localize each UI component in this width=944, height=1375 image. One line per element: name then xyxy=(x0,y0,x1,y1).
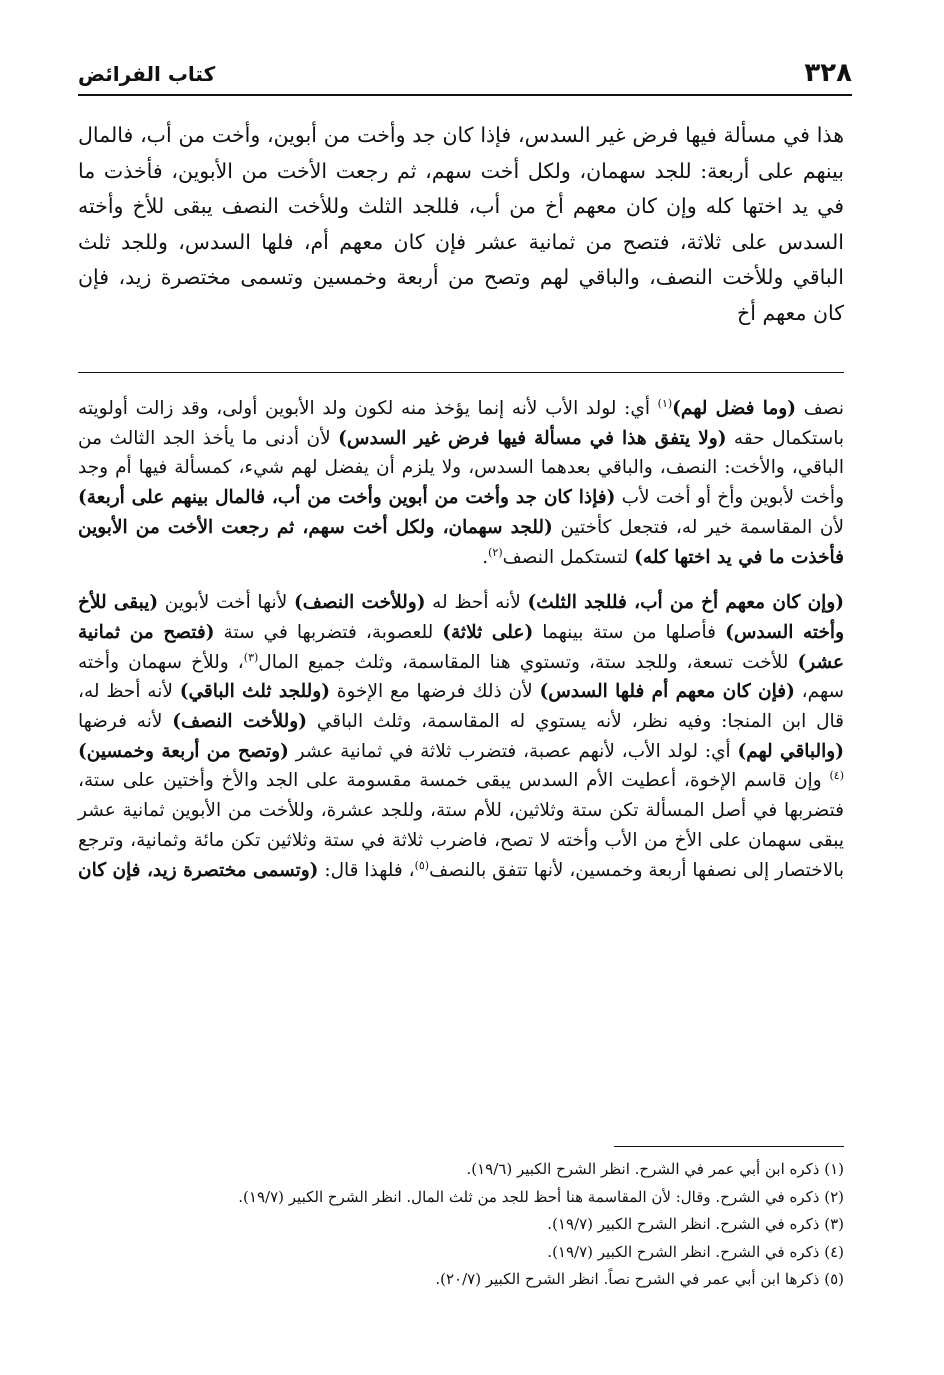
bold-quote: (وما فضل لهم) xyxy=(672,398,796,419)
bold-quote: (وتصح من أربعة وخمسين) xyxy=(78,740,289,762)
page-number: ٣٢٨ xyxy=(804,58,852,88)
footnote-2: (٢) ذكره في الشرح. وقال: لأن المقاسمة هنا أحظ للجد من ثلث المال. انظر الشرح الكبير (١٩/٧). xyxy=(238,1187,844,1206)
text-run: فأصلها من ستة بينهما xyxy=(533,621,726,643)
text-separator xyxy=(78,372,844,373)
bold-quote: (وتسمى مختصرة زيد، فإن كان xyxy=(77,859,319,881)
text-run: أي: لولد الأب لأنه إنما يؤخذ منه لكون ولد الأبوين أولى، وقد زالت أولويته باستكمال حقه xyxy=(78,398,844,449)
text-run: لتستكمل النصف xyxy=(502,546,635,568)
text-run: ، وللأخ سهمان وأخته سهم، xyxy=(78,651,844,703)
footnote-ref: (٣) xyxy=(243,650,259,664)
text-run: نصف xyxy=(795,398,844,419)
page-header xyxy=(78,58,852,94)
text-run: للأخت تسعة، وللجد ستة، وتستوي هنا المقاسمة، وثلث جميع المال xyxy=(258,651,798,673)
text-run: ، فلهذا قال: xyxy=(318,859,415,881)
footnote-ref: (٢) xyxy=(488,545,503,559)
bold-quote: (على ثلاثة) xyxy=(442,621,534,643)
footnote-ref: (١) xyxy=(657,396,673,410)
footnote-rule xyxy=(614,1146,844,1147)
text-run: . xyxy=(482,546,489,568)
bold-quote: (ولا يتفق هذا في مسألة فيها فرض غير السدس) xyxy=(338,427,727,449)
text-run: وإن قاسم الإخوة، أعطيت الأم السدس يبقى خمسة مقسومة على الجد والأخ وأختين على ستة، فتضربها في أصل المسألة تكن ستة وثلاثين، للأم ستة، وللجد عشرة، وللأخت من الأبوين ثمانية عشر يبقى سهمان على الأخ من الأب وأخته لا تصح، فاضرب ثلاثة في ستة وثلاثين تكن مائة وثمانية، وترجع بالاختصار إلى نصفها أربعة وخمسين، لأنها تتفق بالنصف xyxy=(78,770,844,881)
text-run: لأنه أحظ له xyxy=(425,592,528,614)
bold-quote: (وللأخت النصف) xyxy=(293,592,426,614)
bold-quote: (للجد سهمان، ولكل أخت سهم، ثم رجعت الأخت من الأبوين فأخذت ما في يد اختها كله) xyxy=(78,516,844,568)
text-run: لأنه فرضها xyxy=(78,711,173,733)
text-run: لأن أدنى ما يأخذ الجد الثالث من الباقي، والأخت: النصف، والباقي بعدهما السدس، ولا يلزم أن يفضل لهم شيء، كمسألة فيها أم وجد وأخت لأبوين وأخ أو أخت لأب xyxy=(78,427,845,509)
bold-quote: (وللجد ثلث الباقي) xyxy=(179,681,330,703)
commentary xyxy=(78,394,844,885)
text-run: لأن ذلك فرضها مع الإخوة xyxy=(329,681,540,703)
footnote-3: (٣) ذكره في الشرح. انظر الشرح الكبير (١٩/٧). xyxy=(547,1215,844,1233)
text-run: لأنه أحظ له، قال ابن المنجا: وفيه نظر، لأنه يستوي له المقاسمة، وثلث الباقي xyxy=(78,681,844,733)
text-run: أي: لولد الأب، لأنهم عصبة، فتضرب ثلاثة في ثمانية عشر xyxy=(288,740,738,762)
bold-quote: (فتصح من ثمانية عشر) xyxy=(78,621,845,673)
commentary-paragraph-1 xyxy=(78,394,844,572)
text-run: لأن المقاسمة خير له، فتجعل كأختين xyxy=(552,516,844,538)
footnote-4: (٤) ذكره في الشرح. انظر الشرح الكبير (١٩/٧). xyxy=(547,1242,844,1261)
footnote-ref: (٤) xyxy=(829,769,844,783)
bold-quote: (فإن كان معهم أم فلها السدس) xyxy=(539,681,795,703)
footnote-ref: (٥) xyxy=(414,858,430,872)
book-title: كتاب الفرائض xyxy=(78,62,216,86)
footnote-1: (١) ذكره ابن أبي عمر في الشرح. انظر الشرح الكبير (١٩/٦). xyxy=(466,1160,844,1178)
text-run: لأنها أخت لأبوين xyxy=(158,592,294,614)
bold-quote: (يبقى للأخ وأخته السدس) xyxy=(78,592,844,643)
text-run: للعصوبة، فتضربها في ستة xyxy=(214,621,443,643)
header-rule xyxy=(78,94,852,96)
main-text xyxy=(78,118,844,331)
bold-quote: (وللأخت النصف) xyxy=(172,711,307,733)
main-text-body: هذا في مسألة فيها فرض غير السدس، فإذا كان جد وأخت من أبوين، وأخت من أب، فالمال بينهم على أربعة: للجد سهمان، ولكل أخت سهم، ثم رجعت الأخت من الأبوين، فأخذت ما في يد اختها كله وإن كان معهم أخ من أب، فللجد الثلث وللأخت النصف يبقى للأخ وأخته السدس على ثلاثة، فتصح من ثمانية عشر فإن كان معهم أم، فلها السدس، وللجد ثلث الباقي وللأخت النصف، والباقي لهم وتصح من أربعة وخمسين وتسمى مختصرة زيد، فإن كان معهم أخ xyxy=(78,123,844,325)
bold-quote: (وإن كان معهم أخ من أب، فللجد الثلث) xyxy=(527,592,845,614)
footnote-5: (٥) ذكرها ابن أبي عمر في الشرح نصاً. انظر الشرح الكبير (٢٠/٧). xyxy=(435,1270,844,1288)
commentary-paragraph-2 xyxy=(78,588,844,885)
bold-quote: (فإذا كان جد وأخت من أبوين وأخت من أب، فالمال بينهم على أربعة) xyxy=(78,487,616,509)
bold-quote: (والباقي لهم) xyxy=(737,740,844,762)
footnotes xyxy=(78,1156,844,1294)
